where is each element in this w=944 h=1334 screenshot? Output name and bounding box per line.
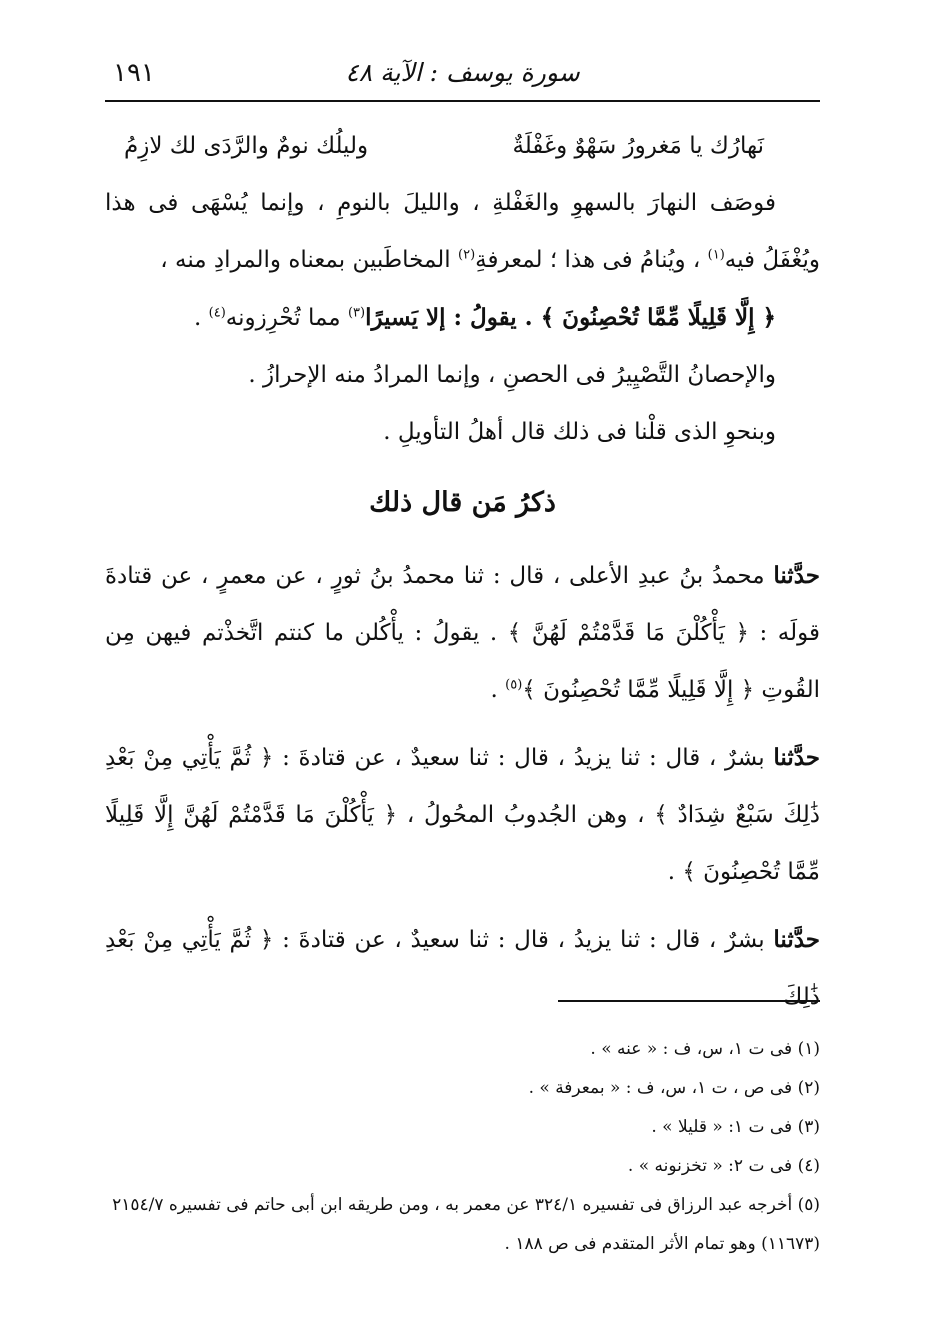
- footnote-ref-5[interactable]: (٥): [505, 677, 523, 693]
- footnote-ref-4[interactable]: (٤): [208, 305, 226, 321]
- poetry-verse: [124, 118, 792, 175]
- footnote-1: (١) فى ت ١، س، ف : « عنه » .: [590, 1039, 820, 1059]
- explanation-paragraph: والإحصانُ التَّصْيِيرُ فى الحصنِ ، وإنما المرادُ منه الإحرازُ .: [248, 362, 776, 388]
- text-run: المخاطَبين بمعناه والمرادِ منه ،: [160, 247, 451, 273]
- header-rule: [105, 100, 820, 102]
- footnote-ref-2[interactable]: (٢): [458, 247, 476, 263]
- hadith-paragraph: [105, 547, 820, 719]
- page-number: ١٩١: [113, 58, 155, 88]
- transition-paragraph: وبنحوِ الذى قلْنا فى ذلك قال أهلُ التأويلِ .: [383, 419, 776, 445]
- text-run: بشرٌ ، قال : ثنا يزيدُ ، قال : ثنا سعيدٌ ، عن قتادةَ : ﴿ ثُمَّ يَأْتِي مِنْ بَعْدِ ذَٰلِكَ: [105, 927, 820, 1010]
- text-run: ، ويُنامُ فى هذا ؛ لمعرفةِ: [475, 247, 701, 273]
- text-run: محمدُ بنُ عبدِ الأعلى ، قال : ثنا محمدُ بنُ ثورٍ ، عن معمرٍ ، عن قتادةَ قولَه : ﴿ يَأْكُلْنَ مَا قَدَّمْتُمْ لَهُنَّ ﴾ . يقولُ : يأْكُلن ما كنتم اتَّخذْتم فيهن مِن القُوتِ ﴿ إِلَّا قَلِيلًا مِّمَّا تُحْصِنُونَ ﴾: [105, 563, 820, 703]
- hadith-paragraph: [105, 911, 820, 1026]
- verse-second-hemistich: وليلُك نومٌ والرَّدَى لك لازِمُ: [124, 133, 369, 159]
- running-title: سورة يوسف : الآية ٤٨: [345, 58, 580, 87]
- footnote-separator: [558, 1000, 820, 1002]
- verse-first-hemistich: نَهارُك يا مَغرورُ سَهْوٌ وغَفْلَةٌ: [512, 133, 764, 159]
- text-run: .: [490, 677, 498, 703]
- footnotes: [105, 1030, 820, 1264]
- footnote-3: (٣) فى ت ١: « قليلا » .: [651, 1117, 820, 1137]
- footnote-ref-3[interactable]: (٣): [347, 305, 366, 321]
- main-text: [105, 118, 820, 1026]
- footnote-2: (٢) فى ص ، ت ١، س، ف : « بمعرفة » .: [528, 1078, 820, 1098]
- commentary-paragraph: [105, 175, 820, 289]
- footnote-ref-1[interactable]: (١): [707, 247, 725, 263]
- hadith-paragraph: [105, 729, 820, 901]
- text-run: .: [194, 305, 202, 331]
- hadith-lead: حدَّثنا: [773, 744, 821, 771]
- text-run: فوصَف النهارَ بالسهوِ والغَفْلةِ ، والليلَ بالنومِ ، وإنما يُسْهَى فى هذا ويُغْفَلُ فيه: [105, 190, 820, 273]
- quran-quote: ﴿ إِلَّا قَلِيلًا مِّمَّا تُحْصِنُونَ ﴾ . يقولُ : إلا يَسيرًا: [365, 304, 776, 331]
- section-heading: ذكرُ مَن قال ذلك: [369, 487, 556, 518]
- quran-quote-paragraph: [105, 289, 820, 347]
- hadith-lead: حدَّثنا: [773, 926, 821, 953]
- page-header: [105, 52, 820, 102]
- footnote-5: (٥) أخرجه عبد الرزاق فى تفسيره ٣٢٤/١ عن معمر به ، ومن طريقه ابن أبى حاتم فى تفسيره ٢١٥٤/٧ (١١٦٧٣) وهو تمام الأثر المتقدم فى ص ١٨٨ .: [112, 1195, 820, 1254]
- hadith-lead: حدَّثنا: [773, 562, 820, 589]
- text-run: مما تُحْرِزونه: [225, 305, 341, 331]
- text-run: بشرٌ ، قال : ثنا يزيدُ ، قال : ثنا سعيدٌ ، عن قتادةَ : ﴿ ثُمَّ يَأْتِي مِنْ بَعْدِ ذَٰلِكَ سَبْعٌ شِدَادٌ ﴾ ، وهن الجُدوبُ المحُولُ ، ﴿ يَأْكُلْنَ مَا قَدَّمْتُمْ لَهُنَّ إِلَّا قَلِيلًا مِّمَّا تُحْصِنُونَ ﴾ .: [105, 745, 820, 885]
- footnote-4: (٤) فى ت ٢: « تخزنونه » .: [627, 1156, 820, 1176]
